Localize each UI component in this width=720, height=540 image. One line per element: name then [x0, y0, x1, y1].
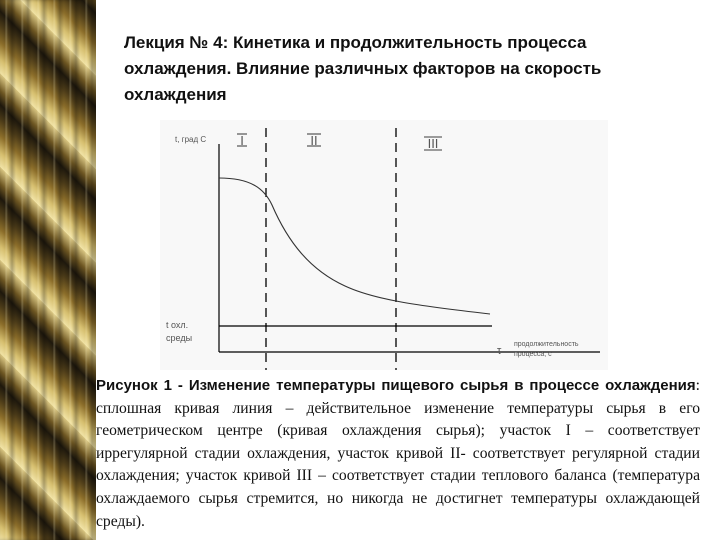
figure-caption — [96, 375, 700, 533]
stage-label-3: III — [427, 136, 439, 151]
y-axis-label: t, град С — [175, 135, 207, 144]
cooling-curve-figure — [160, 120, 608, 370]
env-label-line2: среды — [166, 333, 193, 343]
cooling-curve-diagram — [160, 120, 608, 370]
env-label-line1: t охл. — [166, 320, 189, 330]
x-axis-symbol: τ — [497, 345, 502, 357]
figure-background — [160, 120, 608, 370]
stage-label-1: I — [240, 133, 244, 148]
x-axis-label-line2: процесса, с — [514, 351, 552, 358]
caption-text: : сплошная кривая линия – действительное изменение температуры сырья в его геометрическом центре (кривая охлаждения сырья); участок I – соответствует иррегулярной стадии охлаждения, участок кривой II- соответствует регулярной стадии охлаждения; участок кривой III – соответствует стадии теплового баланса (температура охлаждаемого сырья стремится, но никогда не достигнет температуры охлаждающей среды). — [96, 377, 700, 530]
decorative-gold-border — [0, 0, 96, 540]
slide-title: Лекция № 4: Кинетика и продолжительность процесса охлаждения. Влияние различных факторов на скорость охлаждения — [124, 33, 602, 104]
stage-label-2: II — [310, 133, 318, 148]
caption-label: Рисунок 1 - Изменение температуры пищевого сырья в процессе охлаждения — [96, 377, 696, 394]
x-axis-label-line1: продолжительность — [514, 341, 579, 348]
